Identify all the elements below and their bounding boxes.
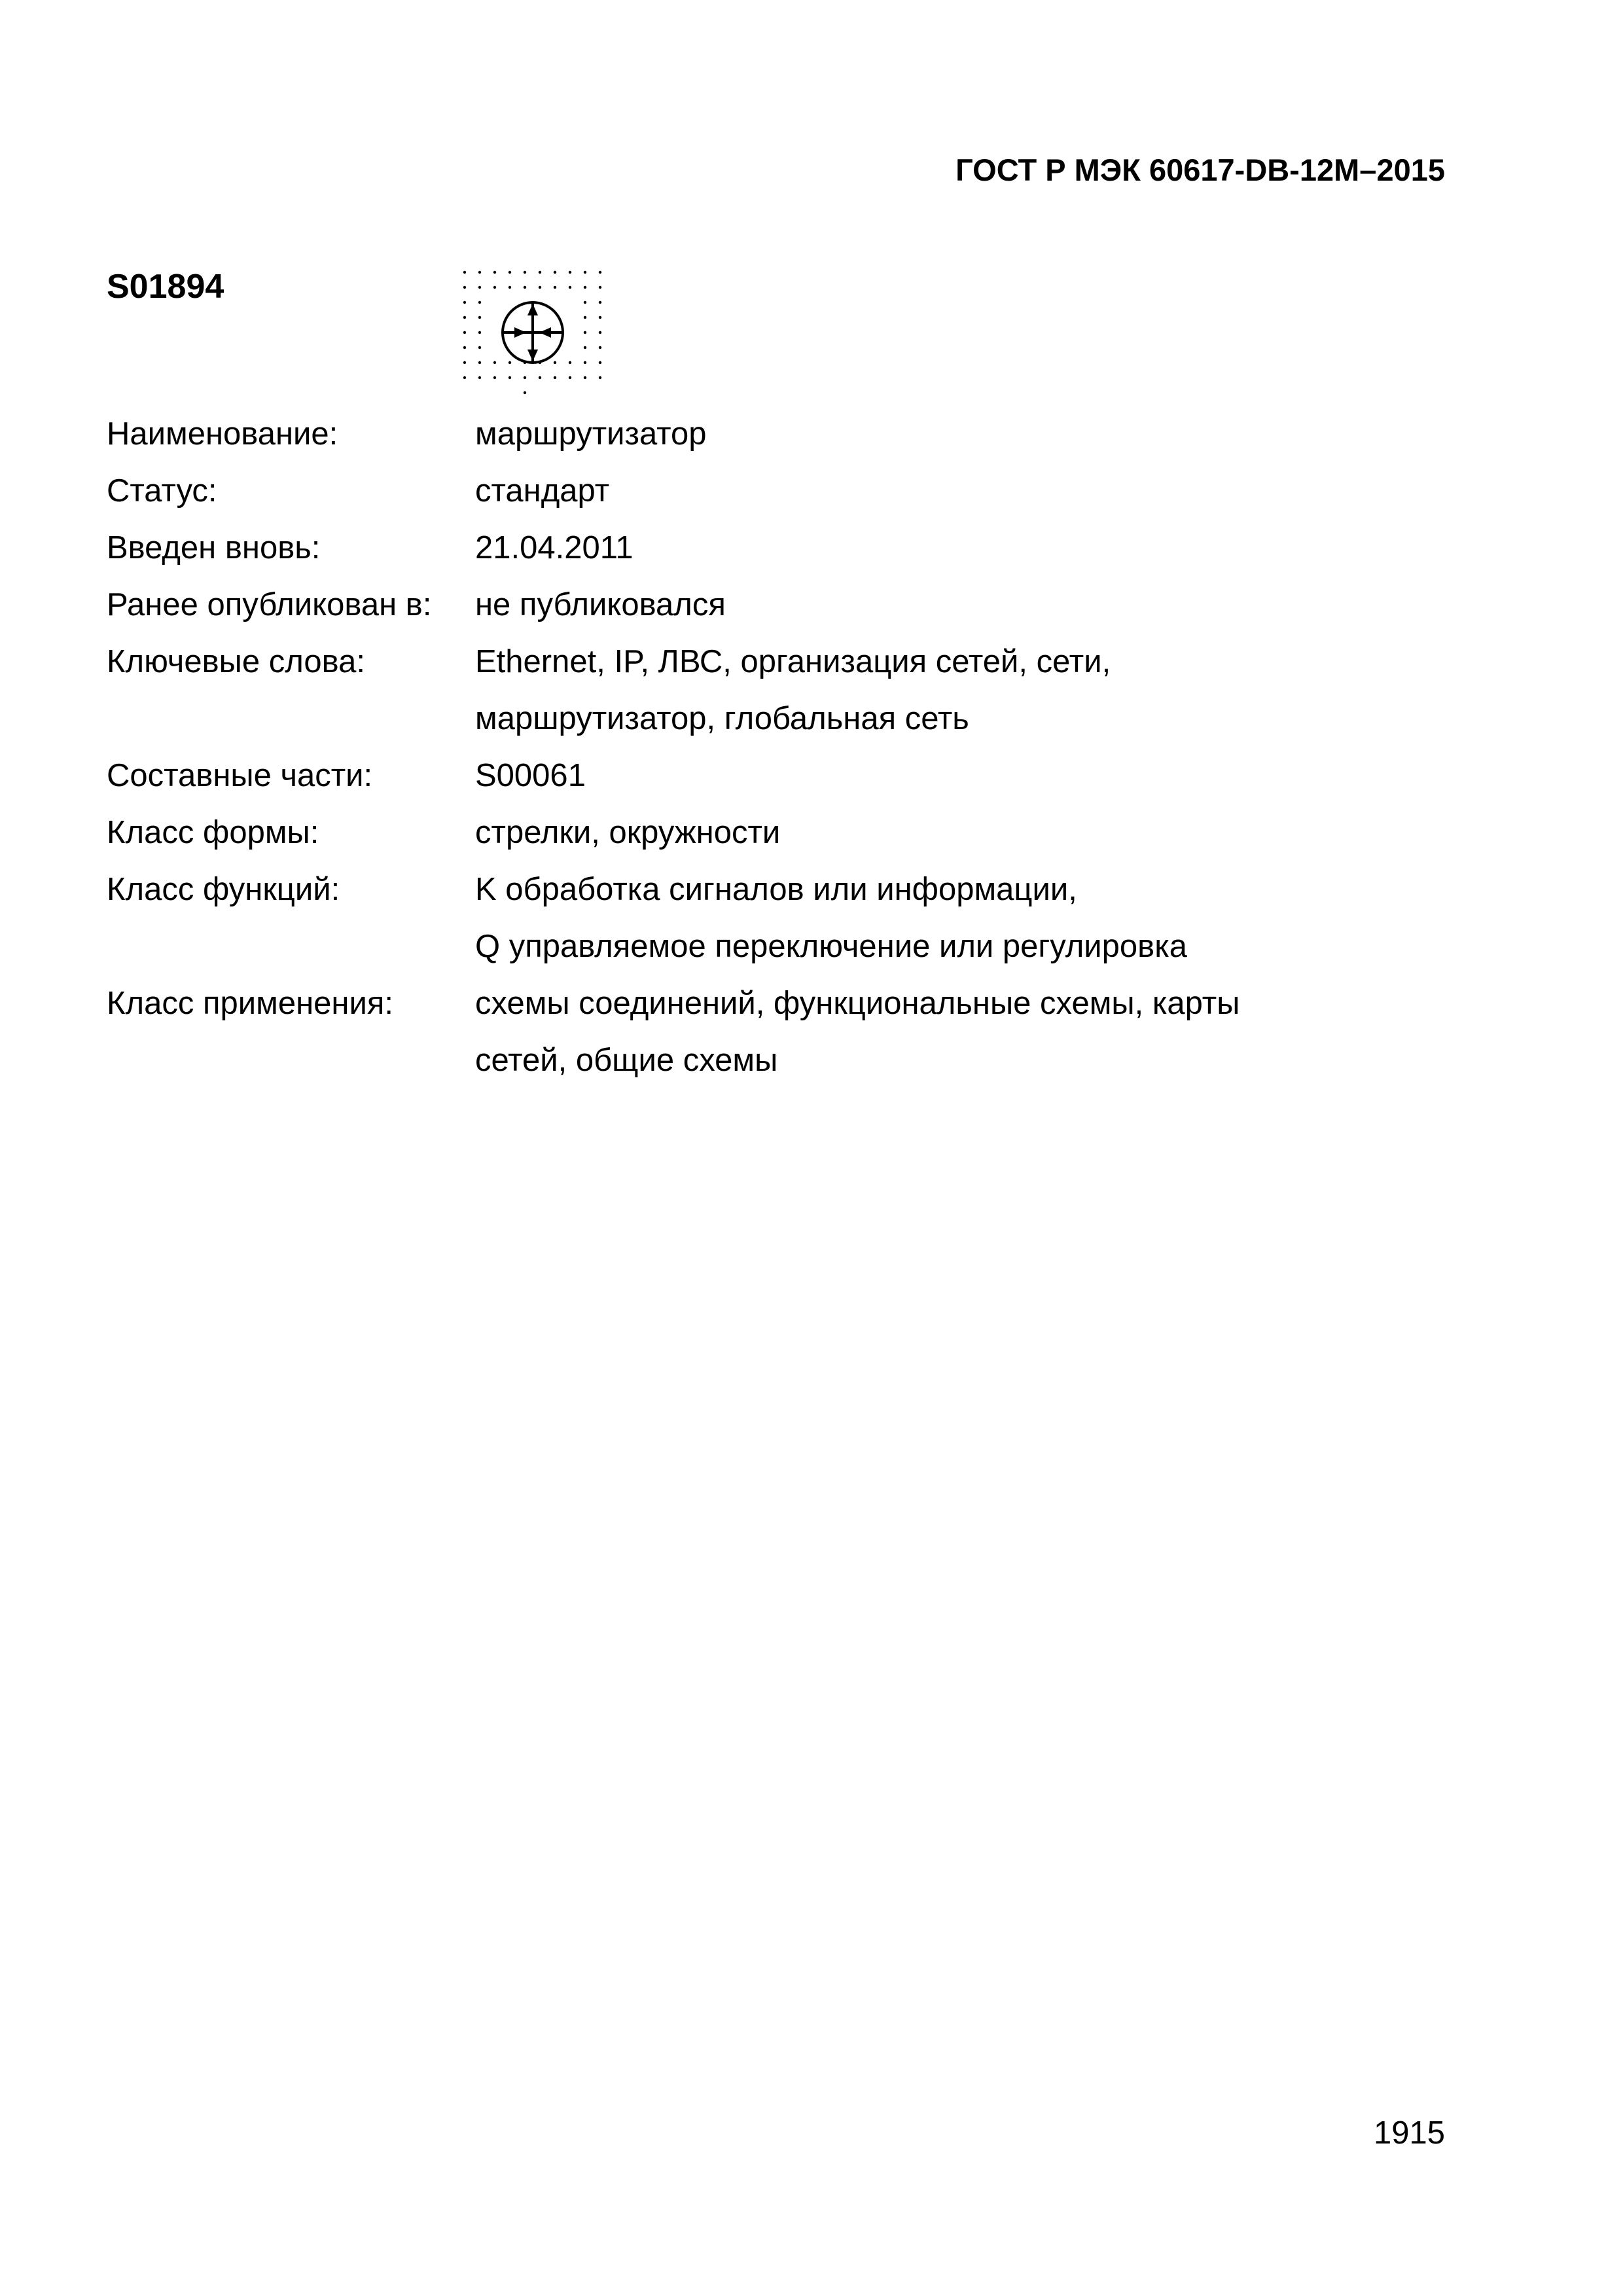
property-value: маршрутизатор, глобальная сеть [475,701,969,736]
standard-code: ГОСТ Р МЭК 60617-DB-12M–2015 [955,152,1445,187]
property-value: не публиковался [475,587,726,622]
property-row [107,975,1481,1032]
property-row [107,861,1481,918]
property-value: Q управляемое переключение или регулировка [475,929,1187,964]
property-label: Ключевые слова: [107,644,365,679]
property-label: Введен вновь: [107,530,321,565]
property-label: Класс применения: [107,986,393,1021]
router-icon [458,267,615,398]
property-label: Ранее опубликован в: [107,587,432,622]
property-label [107,691,475,747]
property-row [107,691,1481,747]
property-value: K обработка сигналов или информации, [475,872,1077,907]
property-label: Класс формы: [107,815,319,850]
property-value: стандарт [475,473,610,509]
property-label: Статус: [107,473,217,509]
property-row [107,1032,1481,1089]
property-row [107,463,1481,520]
property-value: сетей, общие схемы [475,1043,778,1078]
property-row [107,577,1481,634]
property-row [107,804,1481,861]
property-row [107,918,1481,975]
property-value: Ethernet, IP, ЛВС, организация сетей, сети, [475,644,1111,679]
property-value: 21.04.2011 [475,530,633,565]
property-row [107,406,1481,463]
property-label: Составные части: [107,758,373,793]
property-row [107,634,1481,691]
property-label [107,1032,475,1089]
symbol-properties-table [107,406,1481,1089]
property-value: S00061 [475,758,586,793]
symbol-id: S01894 [107,268,224,306]
property-row [107,747,1481,804]
property-value: маршрутизатор [475,416,707,452]
property-label: Класс функций: [107,872,340,907]
property-row [107,520,1481,577]
property-label [107,918,475,975]
page-number: 1915 [1373,2115,1445,2151]
property-label: Наименование: [107,416,338,452]
property-value: стрелки, окружности [475,815,781,850]
property-value: схемы соединений, функциональные схемы, карты [475,986,1240,1021]
